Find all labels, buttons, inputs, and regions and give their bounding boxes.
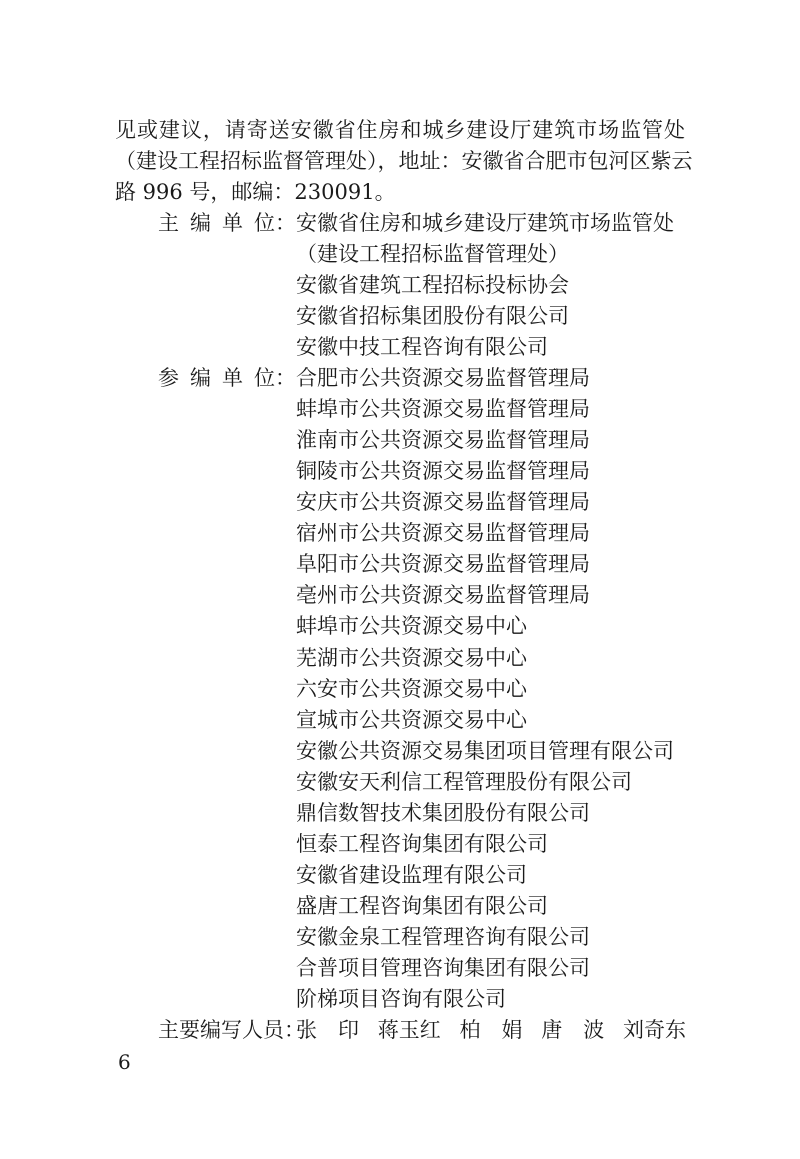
co-editor-unit: 蚌埠市公共资源交易中心 [296,614,527,639]
chief-editor-unit: 安徽中技工程咨询有限公司 [296,335,548,360]
co-editor-unit: 铜陵市公共资源交易监督管理局 [296,459,590,484]
intro-line: （建设工程招标监督管理处），地址：安徽省合肥市包河区紫云 [115,149,693,174]
authors-label: 主要编写人员： [158,1017,305,1042]
author-name: 唐 波 [541,1017,605,1042]
label-char: 单 [222,366,243,391]
co-editor-unit: 淮南市公共资源交易监督管理局 [296,428,590,453]
intro-line: 见或建议，请寄送安徽省住房和城乡建设厅建筑市场监管处 [115,118,685,142]
co-editor-unit: 安庆市公共资源交易监督管理局 [296,490,590,515]
author-name: 柏 娟 [459,1017,523,1042]
label-char: 位： [254,211,296,236]
co-editor-unit: 亳州市公共资源交易监督管理局 [296,583,590,608]
co-editor-unit: 合普项目管理咨询集团有限公司 [296,955,590,980]
co-editor-unit: 安徽金泉工程管理咨询有限公司 [296,924,590,949]
co-editor-unit: 合肥市公共资源交易监督管理局 [296,366,590,391]
page-number: 6 [118,1050,131,1074]
intro-line: 路 996 号，邮编：230091。 [115,180,396,205]
chief-editor-unit: 安徽省建筑工程招标投标协会 [296,273,569,298]
co-editor-unit: 恒泰工程咨询集团有限公司 [296,831,548,856]
co-editor-unit: 盛唐工程咨询集团有限公司 [296,893,548,918]
label-char: 单 [222,211,243,236]
author-name: 张 印 [296,1017,359,1042]
co-editor-unit: 安徽安天利信工程管理股份有限公司 [296,769,632,794]
co-editor-unit: 蚌埠市公共资源交易监督管理局 [296,397,590,422]
co-editor-unit: 宿州市公共资源交易监督管理局 [296,521,590,546]
chief-editor-unit: （建设工程招标监督管理处） [296,242,569,267]
co-editor-unit: 宣城市公共资源交易中心 [296,707,527,732]
co-editor-unit: 安徽公共资源交易集团项目管理有限公司 [296,738,674,763]
label-char: 编 [190,366,211,391]
co-editor-unit: 安徽省建设监理有限公司 [296,862,527,887]
chief-editor-unit: 安徽省招标集团股份有限公司 [296,304,569,329]
chief-editor-unit: 安徽省住房和城乡建设厅建筑市场监管处 [296,211,674,236]
authors-list [296,1015,686,1046]
section-label [158,363,296,394]
co-editor-unit: 鼎信数智技术集团股份有限公司 [296,800,590,825]
label-char: 位： [254,366,296,391]
co-editor-unit: 芜湖市公共资源交易中心 [296,645,527,670]
co-editor-unit: 六安市公共资源交易中心 [296,676,527,701]
co-editor-unit: 阜阳市公共资源交易监督管理局 [296,552,590,577]
label-char: 编 [190,211,211,236]
co-editor-unit: 阶梯项目咨询有限公司 [296,986,506,1011]
author-name: 蒋玉红 [377,1017,441,1042]
author-name: 刘奇东 [623,1017,686,1042]
section-label [158,208,296,239]
label-char: 主 [158,211,179,236]
label-char: 参 [158,366,179,391]
